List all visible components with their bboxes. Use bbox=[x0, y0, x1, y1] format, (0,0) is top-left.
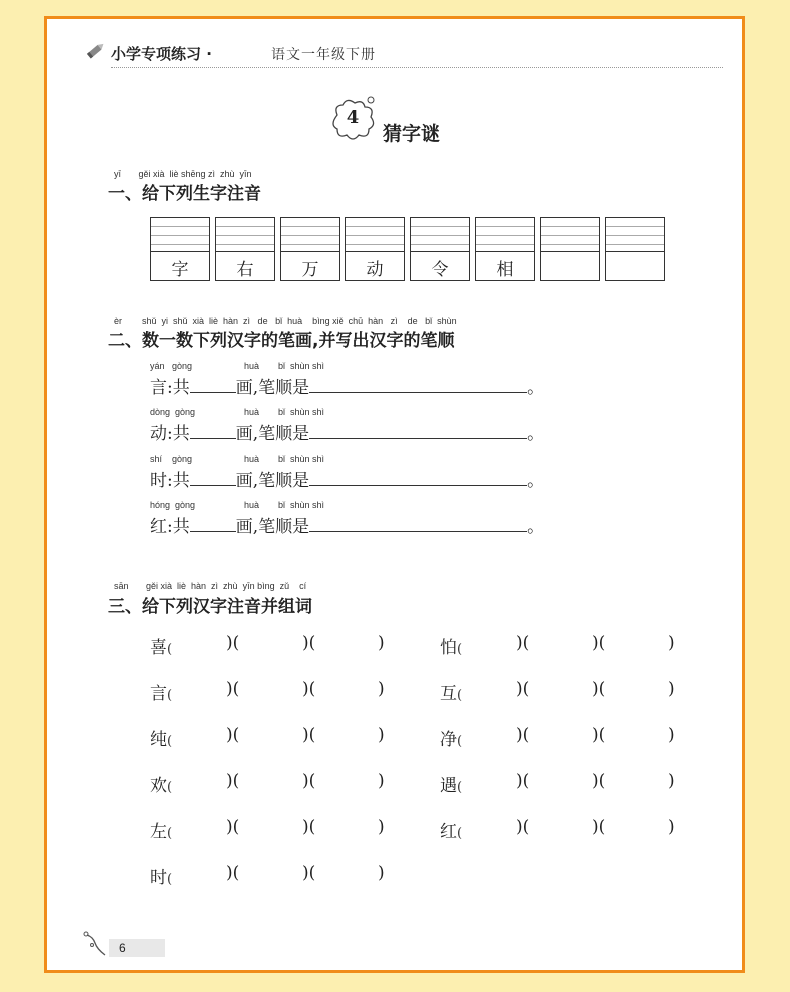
lesson-title: 猜字谜 bbox=[383, 123, 441, 145]
word-item[interactable]: 红( bbox=[440, 822, 463, 842]
stroke-count-blank[interactable] bbox=[190, 423, 236, 439]
stroke-count-row: shí gòng huà bǐ shùn shì 时:共 画,笔顺是 。 bbox=[150, 454, 545, 491]
word-row: 欢( )( )( ) 遇( )( )( ) bbox=[150, 771, 675, 796]
word-row: 喜( )( )( ) 怕( )( )( ) bbox=[150, 633, 675, 658]
word-item[interactable]: 互( bbox=[440, 684, 463, 704]
word-item[interactable]: 喜( bbox=[150, 638, 173, 658]
section3-title: 三、给下列汉字注音并组词 bbox=[108, 597, 312, 617]
book-subtitle: 语文一年级下册 bbox=[271, 47, 376, 63]
page-footer bbox=[83, 931, 203, 961]
grid-cell[interactable]: 动 bbox=[345, 217, 405, 281]
stroke-count-blank[interactable] bbox=[190, 377, 236, 393]
grid-cell[interactable]: 令 bbox=[410, 217, 470, 281]
word-item[interactable]: 净( bbox=[440, 730, 463, 750]
stroke-order-blank[interactable] bbox=[309, 470, 527, 486]
word-item[interactable]: 纯( bbox=[150, 730, 173, 750]
section2-title: 二、数一数下列汉字的笔画,并写出汉字的笔顺 bbox=[108, 331, 455, 351]
page-number: 6 bbox=[109, 939, 165, 957]
stroke-count-blank[interactable] bbox=[190, 470, 236, 486]
pinyin-writing-grid bbox=[150, 217, 665, 281]
grid-cell[interactable]: 右 bbox=[215, 217, 275, 281]
stroke-order-blank[interactable] bbox=[309, 423, 527, 439]
lesson-heading bbox=[327, 95, 527, 151]
stroke-count-blank[interactable] bbox=[190, 516, 236, 532]
stroke-count-row: dòng gòng huà bǐ shùn shì 动:共 画,笔顺是 。 bbox=[150, 407, 545, 444]
grid-cell[interactable]: 相 bbox=[475, 217, 535, 281]
section1-title: 一、给下列生字注音 bbox=[108, 184, 261, 204]
stroke-order-blank[interactable] bbox=[309, 516, 527, 532]
word-item[interactable]: 遇( bbox=[440, 776, 463, 796]
word-item[interactable]: 左( bbox=[150, 822, 173, 842]
page-header bbox=[83, 39, 693, 69]
section2-pinyin: èr shǔ yi shǔ xià liè hàn zì de bǐ huà bìng xiě chū hàn zì de bǐ shùn bbox=[114, 316, 457, 326]
word-row: 言( )( )( ) 互( )( )( ) bbox=[150, 679, 675, 704]
stroke-count-row: hóng gòng huà bǐ shùn shì 红:共 画,笔顺是 。 bbox=[150, 500, 545, 537]
word-row: 纯( )( )( ) 净( )( )( ) bbox=[150, 725, 675, 750]
grid-cell[interactable] bbox=[540, 217, 600, 281]
word-item[interactable]: 言( bbox=[150, 684, 173, 704]
header-divider bbox=[111, 67, 723, 68]
stroke-order-blank[interactable] bbox=[309, 377, 527, 393]
grid-cell[interactable] bbox=[605, 217, 665, 281]
section1-pinyin: yī gěi xià liè shēng zì zhù yīn bbox=[114, 169, 252, 179]
word-item[interactable]: 怕( bbox=[440, 638, 463, 658]
word-row: 时( )( )( ) bbox=[150, 863, 385, 888]
grid-cell[interactable]: 字 bbox=[150, 217, 210, 281]
word-item[interactable]: 欢( bbox=[150, 776, 173, 796]
lesson-number: 4 bbox=[346, 107, 360, 128]
curl-decoration-icon bbox=[83, 931, 107, 957]
word-row: 左( )( )( ) 红( )( )( ) bbox=[150, 817, 675, 842]
worksheet-page bbox=[44, 16, 745, 973]
section3-pinyin: sān gěi xià liè hàn zì zhù yīn bìng zǔ cí bbox=[114, 581, 307, 591]
grid-cell[interactable]: 万 bbox=[280, 217, 340, 281]
word-item[interactable]: 时( bbox=[150, 868, 173, 888]
pencil-icon bbox=[83, 39, 107, 63]
stroke-count-row: yán gòng huà bǐ shùn shì 言:共 画,笔顺是 。 bbox=[150, 361, 545, 398]
series-title: 小学专项练习 · bbox=[111, 45, 212, 63]
